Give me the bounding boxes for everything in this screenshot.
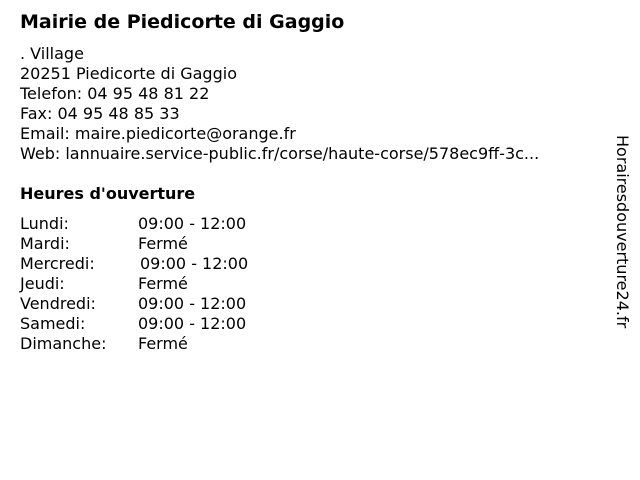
page-title: Mairie de Piedicorte di Gaggio	[20, 11, 345, 33]
email-address: Email: maire.piedicorte@orange.fr	[20, 124, 296, 143]
contact-info	[20, 44, 539, 164]
website-link[interactable]: Web: lannuaire.service-public.fr/corse/haute-corse/578ec9ff-3c...	[20, 144, 540, 163]
hours-value: 09:00 - 12:00	[138, 214, 247, 233]
hours-value: Fermé	[138, 334, 188, 353]
day-label: Mardi:	[20, 234, 70, 253]
day-label: Jeudi:	[20, 274, 65, 293]
fax-number: Fax: 04 95 48 85 33	[20, 104, 180, 123]
day-label: Vendredi:	[20, 294, 96, 313]
opening-hours-heading: Heures d'ouverture	[20, 184, 196, 203]
hours-value: Fermé	[138, 274, 188, 293]
hours-value: 09:00 - 12:00	[140, 254, 249, 273]
phone-number: Telefon: 04 95 48 81 22	[20, 84, 210, 103]
hours-value: 09:00 - 12:00	[138, 294, 247, 313]
day-label: Samedi:	[20, 314, 86, 333]
site-brand-label: Horairesdouverture24.fr	[613, 135, 632, 329]
street-address: . Village	[20, 44, 84, 63]
hours-value: Fermé	[138, 234, 188, 253]
day-label: Lundi:	[20, 214, 69, 233]
city-address: 20251 Piedicorte di Gaggio	[20, 64, 237, 83]
day-label: Mercredi:	[20, 254, 95, 273]
hours-value: 09:00 - 12:00	[138, 314, 247, 333]
day-label: Dimanche:	[20, 334, 107, 353]
